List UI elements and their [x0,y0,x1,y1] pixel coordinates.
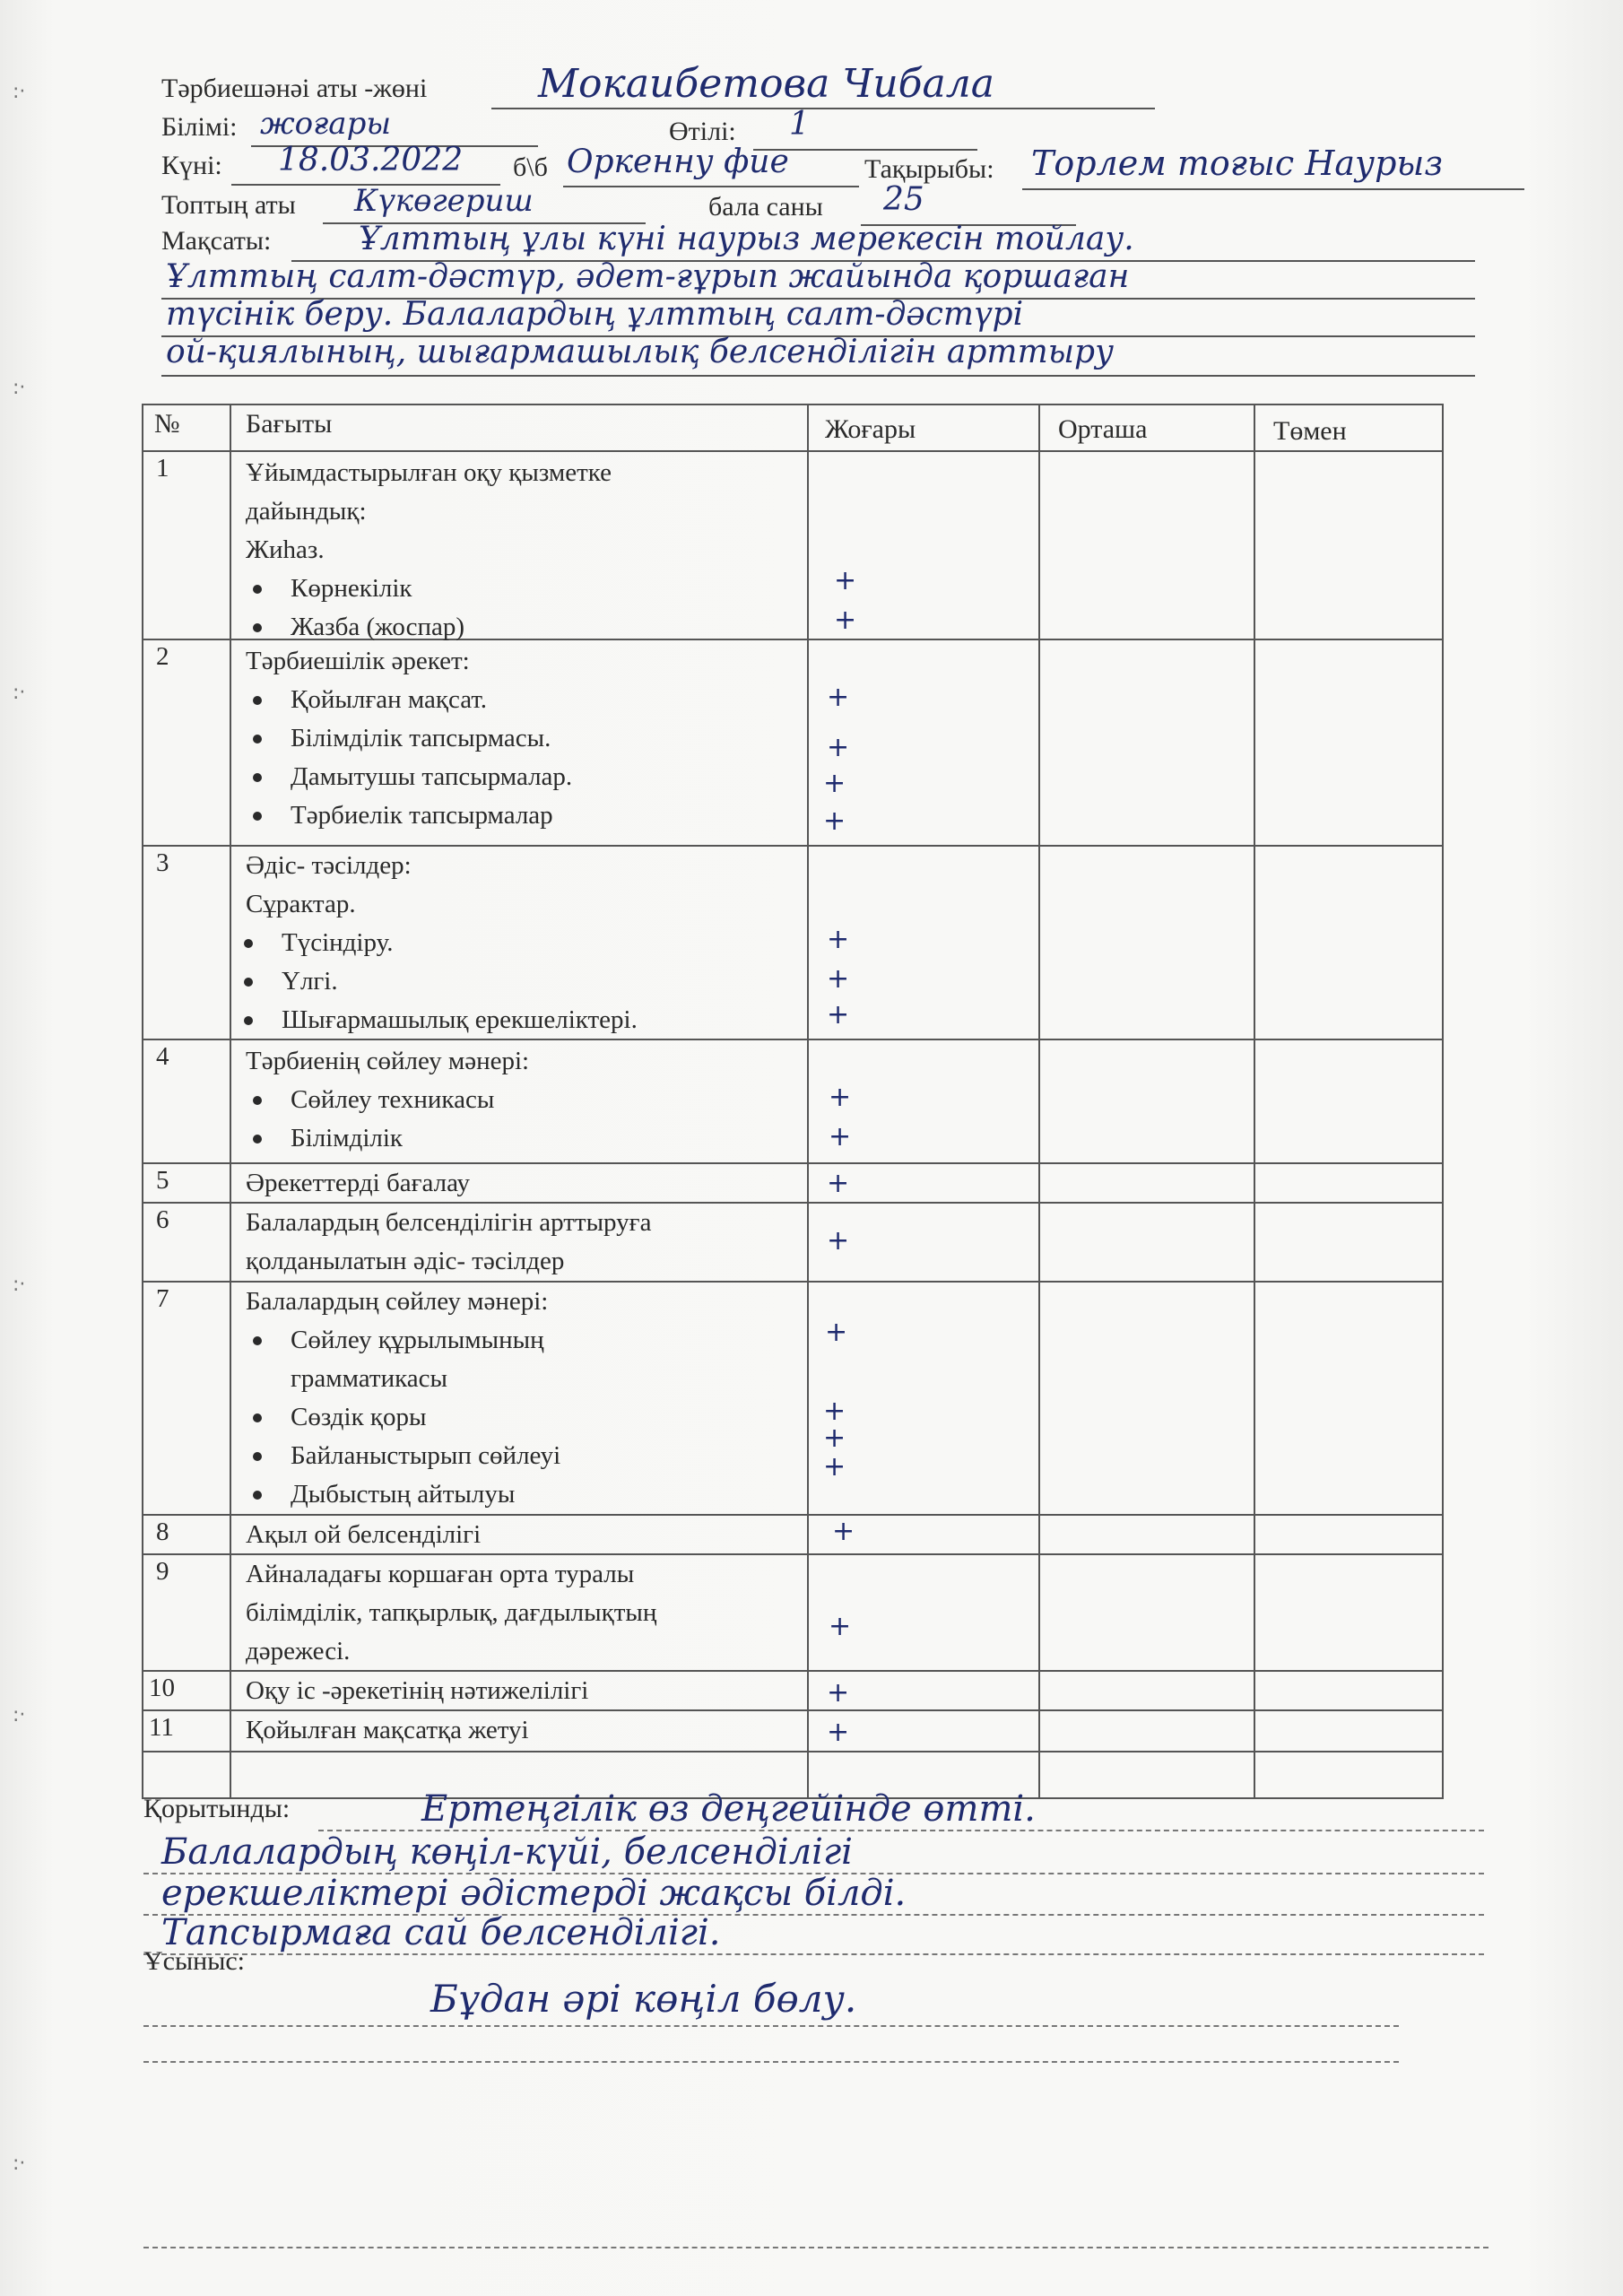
row-bullet: Сөйлеу техникасы [291,1081,529,1119]
suggestion-text: Бұдан әрі көңіл бөлу. [430,1977,857,2021]
conclusion-label: Қорытынды: [143,1794,291,1823]
area-underline [563,186,859,187]
high-mark: + [823,1396,846,1427]
row-direction [246,1042,529,1158]
scan-edge-mark: :· [13,682,26,704]
table-border [142,1751,1444,1752]
high-mark: + [827,732,850,763]
row-bullet: Сөйлеу құрылымының грамматикасы [291,1321,631,1398]
row-direction [246,642,572,835]
table-border [1442,404,1444,1799]
table-border [1038,404,1040,1799]
row-bullet: Дамытушы тапсырмалар. [291,758,572,796]
row-number: 4 [156,1042,169,1071]
header-high: Жоғары [825,414,916,444]
suggestion-label: Ұсыныс: [143,1946,245,1976]
area-value: Оркенну фие [567,144,789,180]
row-direction [246,1711,529,1750]
table-border [807,404,809,1799]
row-line: Тәрбиешілік әрекет: [246,647,470,675]
educator-name: Мокаибетова Чибала [538,61,995,107]
high-mark: + [827,1677,850,1709]
table-border [142,450,1444,452]
area-label: б\б [513,152,548,182]
row-line: Ұйымдастырылған оқу қызметке [246,458,612,487]
row-direction [246,1516,481,1554]
row-bullet: Дыбыстың айтылуы [291,1475,631,1514]
row-line: Тәрбиенің сөйлеу мәнері: [246,1047,530,1075]
row-bullet: Үлгі. [282,962,638,1001]
high-mark: + [825,1317,848,1348]
row-number: 6 [156,1205,169,1234]
children-value: 25 [883,181,924,218]
row-number: 10 [149,1674,175,1702]
table-border [142,404,1444,405]
row-number: 7 [156,1284,169,1313]
row-direction [246,847,638,1039]
topic-value: Торлем тоғыс Наурыз [1031,144,1444,183]
row-bullet: Сөздік қоры [291,1398,631,1437]
scan-edge-mark: :· [13,1704,26,1726]
high-mark: + [823,805,846,837]
row-line: қолданылатын әдіс- тәсілдер [246,1247,565,1275]
high-mark: + [832,1516,855,1547]
date-label: Күні: [161,151,222,180]
goal-line: түсінік беру. Балалардың ұлттың салт-дәстүрі [166,296,1024,333]
row-line: Сұрактар. [246,890,356,918]
conclusion-text: Тапсырмаға сай белсенділігі. [161,1912,721,1953]
header-medium: Орташа [1058,414,1148,444]
high-mark: + [827,1168,850,1199]
row-number: 2 [156,642,169,671]
topic-label: Тақырыбы: [864,154,994,184]
row-number: 11 [149,1713,174,1742]
topic-underline [1022,188,1524,190]
date-value: 18.03.2022 [278,142,464,178]
conclusion-text: Балалардың көңіл-күйі, белсенділігі [161,1831,853,1873]
row-direction [246,1164,470,1203]
header-direction: Бағыты [246,409,333,439]
row-line: Балалардың сөйлеу мәнері: [246,1287,549,1316]
row-direction [246,1283,631,1514]
high-mark: + [823,1451,846,1483]
row-direction [246,1672,588,1710]
row-line: Балалардың белсенділігін арттыруға [246,1208,652,1237]
high-mark: + [823,1422,846,1454]
row-line: дәрежесі. [246,1637,351,1665]
row-line: дайындық: [246,497,367,526]
high-mark: + [829,1121,852,1152]
education-value: жоғары [260,106,392,142]
row-line: Жиһаз. [246,535,325,564]
table-border [230,404,231,1799]
group-label: Топтың аты [161,190,296,220]
scan-edge-mark: :· [13,1274,26,1296]
language-label: Өтілі: [669,117,736,146]
suggestion-line [143,2061,1399,2063]
suggestion-line [143,2247,1488,2248]
row-line: Қойылған мақсатқа жетуі [246,1716,529,1744]
suggestion-line [143,2025,1399,2027]
row-bullet: Білімділік [291,1119,529,1158]
high-mark: + [827,963,850,995]
education-label: Білімі: [161,112,238,142]
high-mark: + [823,768,846,799]
high-mark: + [834,565,857,596]
row-number: 5 [156,1166,169,1195]
row-number: 1 [156,454,169,483]
row-bullet: Байланыстырып сөйлеуі [291,1437,631,1475]
educator-underline [491,108,1155,109]
row-line: Ақыл ой белсенділігі [246,1520,482,1549]
row-bullet: Түсіндіру. [282,924,638,962]
header-num: № [154,409,180,439]
high-mark: + [827,999,850,1031]
high-mark: + [827,682,850,713]
table-border [142,404,143,1799]
language-value: 1 [789,106,810,143]
scan-edge-mark: :· [13,2152,26,2175]
evaluation-table [142,404,1444,1799]
row-bullet: Жазба (жоспар) [291,608,612,647]
high-mark: + [827,1717,850,1748]
conclusion-line [143,1953,1484,1955]
row-number: 9 [156,1557,169,1586]
row-line: Әрекеттерді бағалау [246,1169,470,1197]
goal-line: Ұлттың салт-дәстүр, әдет-ғұрып жайында қоршаған [166,258,1130,295]
high-mark: + [829,1082,852,1113]
row-number: 8 [156,1518,169,1546]
row-bullet: Қойылған мақсат. [291,681,572,719]
group-value: Күкөгериш [354,183,534,219]
scan-edge-mark: :· [13,81,26,103]
row-line: Оқу іс -әрекетінің нәтижелілігі [246,1676,589,1705]
row-line: Әдіс- тәсілдер: [246,851,412,880]
header-low: Төмен [1273,416,1347,446]
high-mark: + [834,604,857,636]
row-bullet: Көрнекілік [291,570,612,608]
row-line: Айналадағы коршаған орта туралы [246,1560,635,1588]
row-bullet: Шығармашылық ерекшеліктері. [282,1001,638,1039]
goal-line: Ұлттың ұлы күні наурыз мерекесін тойлау. [359,221,1134,257]
high-mark: + [827,924,850,955]
goal-line: ой-қиялының, шығармашылық белсенділігін арттыру [166,334,1114,370]
row-bullet: Тәрбиелік тапсырмалар [291,796,572,835]
row-direction [246,454,612,647]
row-bullet: Білімділік тапсырмасы. [291,719,572,758]
row-line: білімділік, тапқырлық, дағдылықтың [246,1598,657,1627]
row-direction [246,1555,656,1671]
educator-label: Тәрбиешәнәі аты -жөні [161,74,428,103]
conclusion-text: Ертеңгілік өз деңгейінде өтті. [421,1788,1036,1830]
high-mark: + [829,1611,852,1642]
conclusion-text: ерекшеліктері әдістерді жақсы білді. [161,1873,907,1914]
high-mark: + [827,1225,850,1257]
row-direction [246,1204,651,1281]
row-number: 3 [156,848,169,877]
goal-underline [161,375,1475,377]
scan-edge-mark: :· [13,377,26,399]
children-label: бала саны [708,192,823,222]
table-border [1254,404,1255,1799]
goal-label: Мақсаты: [161,226,272,256]
